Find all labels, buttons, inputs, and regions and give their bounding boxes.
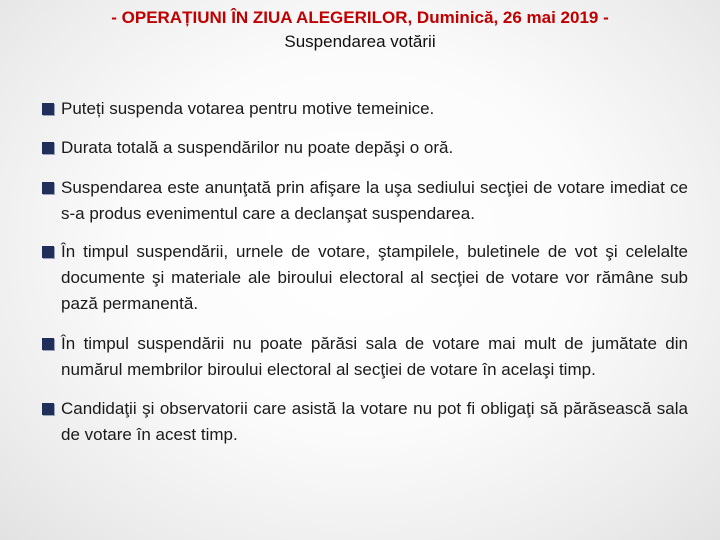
square-bullet-icon	[42, 338, 54, 350]
square-bullet-icon	[42, 403, 54, 415]
square-bullet-icon	[42, 182, 54, 194]
title-line-2: Suspendarea votării	[284, 32, 436, 51]
bullet-text-5: În timpul suspendării nu poate părăsi sala de votare mai mult de jumătate din numărul membrilor biroului electoral al secţiei de votare în acelaşi timp.	[61, 334, 688, 379]
bullet-text-2: Durata totală a suspendărilor nu poate depăşi o oră.	[61, 138, 454, 157]
square-bullet-icon	[42, 246, 54, 258]
bullet-item-1	[42, 96, 688, 122]
bullet-item-2	[42, 135, 688, 161]
bullet-item-3	[42, 175, 688, 227]
square-bullet-icon	[42, 103, 54, 115]
bullet-text-1: Puteți suspenda votarea pentru motive temeinice.	[61, 99, 435, 118]
bullet-text-4: În timpul suspendării, urnele de votare, ştampilele, buletinele de vot şi celelalte documente şi materiale ale biroului electoral al secţiei de votare vor rămâne sub pază permanentă.	[61, 242, 688, 313]
title-line-1: - OPERAȚIUNI ÎN ZIUA ALEGERILOR, Duminică, 26 mai 2019 -	[111, 8, 609, 27]
page-title	[0, 6, 720, 54]
bullet-list	[42, 96, 688, 462]
bullet-item-5	[42, 331, 688, 383]
bullet-item-6	[42, 396, 688, 448]
square-bullet-icon	[42, 142, 54, 154]
bullet-text-6: Candidaţii şi observatorii care asistă la votare nu pot fi obligaţi să părăsească sala de votare în acest timp.	[61, 399, 688, 444]
bullet-item-4	[42, 239, 688, 317]
bullet-text-3: Suspendarea este anunţată prin afişare la uşa sediului secţiei de votare imediat ce s-a produs evenimentul care a declanşat suspendarea.	[61, 178, 688, 223]
